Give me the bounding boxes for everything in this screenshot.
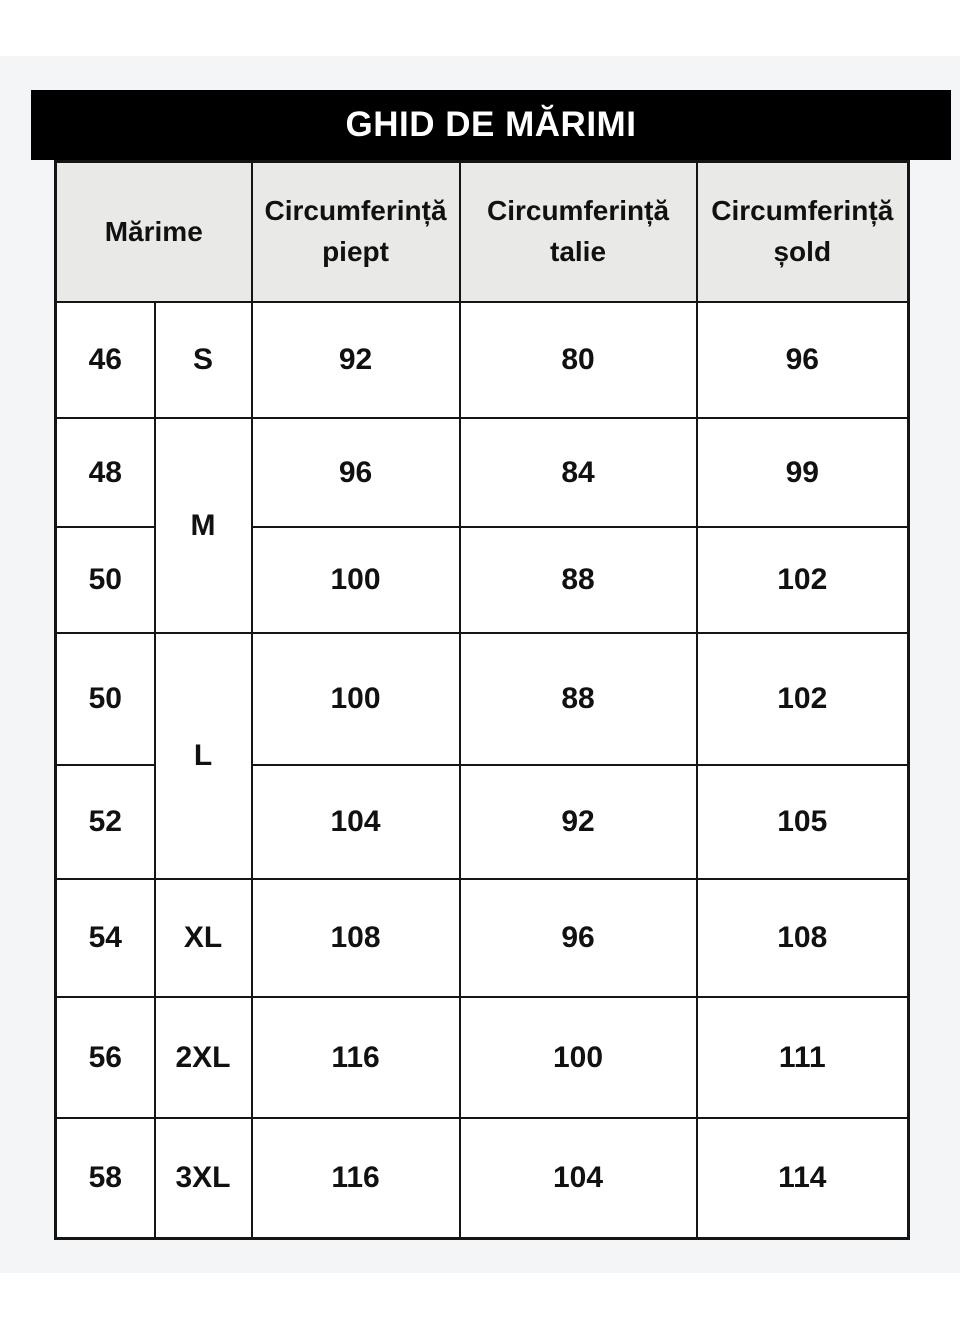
cell-hips: 108 (697, 879, 909, 997)
size-guide-banner (31, 90, 951, 160)
cell-waist: 96 (460, 879, 697, 997)
cell-eu-size: 48 (56, 418, 155, 527)
header-hips: Circumferință șold (697, 162, 909, 303)
cell-chest: 100 (252, 527, 460, 633)
cell-eu-size: 50 (56, 633, 155, 765)
cell-waist: 104 (460, 1118, 697, 1238)
cell-hips: 99 (697, 418, 909, 527)
cell-intl-size: L (155, 633, 252, 879)
header-chest: Circumferință piept (252, 162, 460, 303)
cell-intl-size: XL (155, 879, 252, 997)
cell-waist: 80 (460, 302, 697, 418)
table-row (56, 633, 909, 765)
table-header-row (56, 162, 909, 303)
cell-eu-size: 58 (56, 1118, 155, 1238)
cell-chest: 100 (252, 633, 460, 765)
cell-chest: 92 (252, 302, 460, 418)
cell-hips: 111 (697, 997, 909, 1118)
cell-chest: 116 (252, 997, 460, 1118)
cell-waist: 92 (460, 765, 697, 879)
cell-chest: 104 (252, 765, 460, 879)
cell-intl-size: S (155, 302, 252, 418)
cell-chest: 108 (252, 879, 460, 997)
cell-intl-size: M (155, 418, 252, 633)
cell-chest: 116 (252, 1118, 460, 1238)
cell-waist: 88 (460, 527, 697, 633)
cell-eu-size: 52 (56, 765, 155, 879)
cell-intl-size: 3XL (155, 1118, 252, 1238)
table-row (56, 879, 909, 997)
cell-hips: 105 (697, 765, 909, 879)
cell-eu-size: 46 (56, 302, 155, 418)
cell-waist: 100 (460, 997, 697, 1118)
cell-waist: 88 (460, 633, 697, 765)
cell-hips: 102 (697, 633, 909, 765)
cell-eu-size: 54 (56, 879, 155, 997)
header-size: Mărime (56, 162, 252, 303)
cell-eu-size: 50 (56, 527, 155, 633)
table-row (56, 997, 909, 1118)
cell-hips: 114 (697, 1118, 909, 1238)
table-row (56, 302, 909, 418)
cell-hips: 102 (697, 527, 909, 633)
cell-intl-size: 2XL (155, 997, 252, 1118)
cell-hips: 96 (697, 302, 909, 418)
cell-waist: 84 (460, 418, 697, 527)
table-row (56, 1118, 909, 1238)
size-table (54, 160, 910, 1240)
table-row (56, 418, 909, 527)
header-waist: Circumferință talie (460, 162, 697, 303)
cell-eu-size: 56 (56, 997, 155, 1118)
size-guide-title: GHID DE MĂRIMI (345, 105, 637, 144)
cell-chest: 96 (252, 418, 460, 527)
